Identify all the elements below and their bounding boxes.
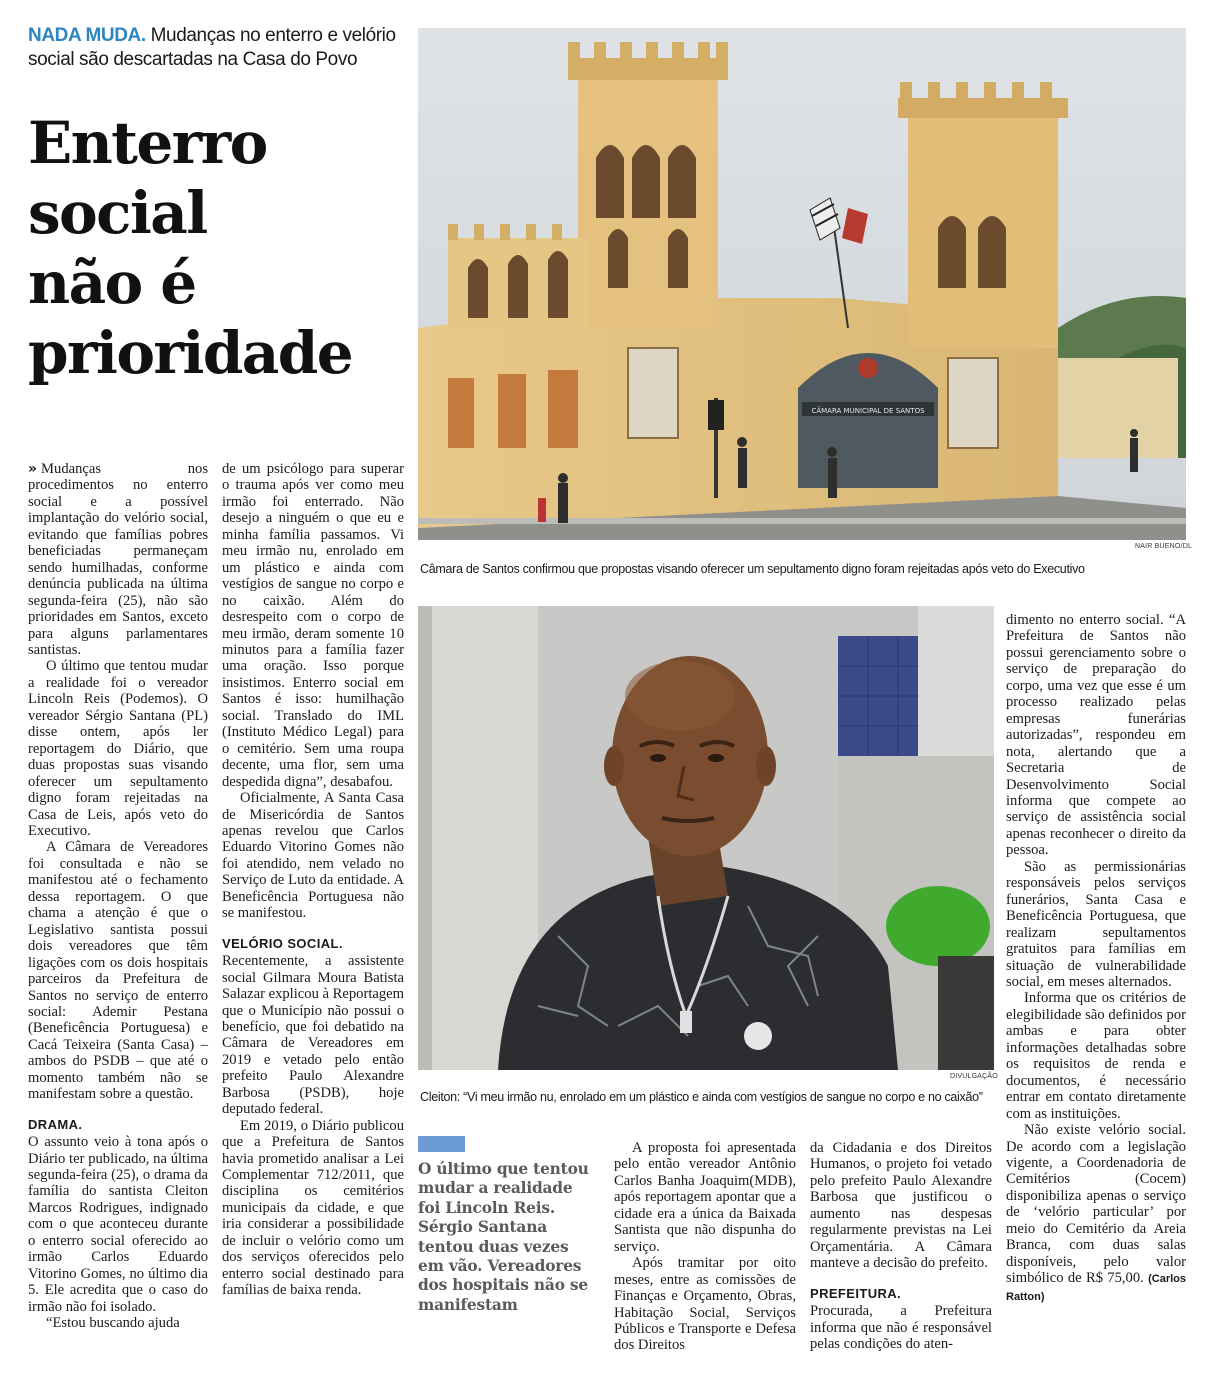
paragraph: Informa que os critérios de elegibilidade são definidos por ambas e para obter informações detalhadas sobre os requisitos de renda e documentos, é necessário entrar em contato diretamente com as instituições. [1006,990,1186,1122]
article-column-4 [614,1140,796,1354]
pullquote-bar [418,1136,465,1152]
article-column-5 [810,1140,992,1352]
headline-line: Enterro [28,109,267,177]
subheading: DRAMA. [28,1116,83,1132]
headline [28,108,413,388]
paragraph: Após tramitar por oito meses, entre as comissões de Finanças e Orçamento, Obras, Habitação Social, Serviços Públicos e Transporte e Defesa dos Direitos [614,1255,796,1354]
paragraph: de um psicólogo para superar o trauma após ver como meu irmão foi enterrado. Não desejo a ninguém o que eu e minha família passamos. Vi meu irmão nu, enrolado em um plástico e ainda com vestígios de sangue no corpo e no caixão. Além do desrespeito com o corpo de meu irmão, deram somente 10 minutos para a família fazer uma oração. Isso porque insistimos. Enterro social em Santos é isso: humilhação social. Translado do IML (Instituto Médico Legal) para o cemitério. Sem uma roupa decente, uma flor, sem uma despedida digna”, desabafou. [222,461,404,790]
headline-line: não é [28,249,196,317]
portrait-illustration [418,606,994,1070]
paragraph: da Cidadania e dos Direitos Humanos, o projeto foi vetado pelo prefeito Paulo Alexandre Barbosa que justificou o aumento nas despesas regularmente previstas na Lei Orçamentária. A Câmara manteve a decisão do prefeito. [810,1140,992,1272]
paragraph: Em 2019, o Diário publicou que a Prefeitura de Santos havia prometido analisar a Lei Complementar 712/2011, que disciplina os cemitérios municipais da cidade, e que iria considerar a possibilidade de incluir o velório como um dos serviços oferecidos pelo enterro social destinado para famílias de baixa renda. [222,1117,404,1299]
lead-marker: » [28,461,38,477]
headline-line: prioridade [28,319,353,387]
paragraph: dimento no enterro social. “A Prefeitura de Santos não possui gerenciamento sobre o serviço de preparação do corpo, uma vez que esse é um processo realizado pelas empresas funerárias autorizadas”, respondeu em nota, alertando que a Secretaria de Desenvolvimento Social informa que compete ao serviço de assistência social apenas reconhecer o direito da pessoa. [1006,612,1186,859]
photo-credit: NAIR BUENO/DL [1135,543,1193,550]
paragraph: Não existe velório social. De acordo com a legislação vigente, a Coordenadoria de Cemitérios (Cocem) disponibiliza apenas o serviço de ‘velório particular’ por meio do Cemitério da Areia Branca, com duas salas disponíveis, pelo valor simbólico de R$ 75,00. (Carlos Ratton) [1006,1122,1186,1303]
kicker-tag: NADA MUDA. [28,25,146,46]
pullquote: O último que tentou mudar a realidade foi Lincoln Reis. Sérgio Santana tentou duas vezes em vão. Vereadores dos hospitais não se manifestam [418,1160,589,1314]
photo-cleiton [418,606,994,1070]
article-column-2 [222,461,404,1299]
paragraph: A Câmara de Vereadores foi consultada e não se manifestou até o fechamento dessa reportagem. O que chama a atenção é que o Legislativo santista possui dois vereadores que têm ligações com os dois hospitais parceiros da Prefeitura de Santos no serviço de enterro social: Ademir Pestana (Beneficência Portuguesa) e Cacá Teixeira (Santa Casa) – ambos do PSDB – que até o momento também não se manifestam sobre a questão. [28,839,208,1103]
paragraph: A proposta foi apresentada pelo então vereador Antônio Carlos Banha Joaquim(MDB), após reportagem apontar que a cidade era a única da Baixada Santista que não dispunha do serviço. [614,1140,796,1255]
headline-line: social [28,179,207,247]
photo-caption: Cleiton: “Vi meu irmão nu, enrolado em um plástico e ainda com vestígios de sangue no corpo e no caixão” [420,1090,983,1104]
subheading: VELÓRIO SOCIAL. [222,935,343,951]
paragraph: Oficialmente, A Santa Casa de Misericórdia de Santos apenas revelou que Carlos Eduardo Vitorino Gomes não foi atendido, nem velado no Serviço de Luto da entidade. A Beneficência Portuguesa não se manifestou. [222,790,404,922]
paragraph: Procurada, a Prefeitura informa que não é responsável pelas condições do aten- [810,1303,992,1352]
building-sign: CÂMARA MUNICIPAL DE SANTOS [811,407,925,415]
article-column-6 [1006,612,1186,1305]
subheading: PREFEITURA. [810,1285,902,1301]
building-illustration [418,28,1186,540]
paragraph: O assunto veio à tona após o Diário ter publicado, na última segunda-feira (25), o drama da família do santista Cleiton Marcos Rodrigues, indignado com o que aconteceu durante o enterro social oferecido ao irmão Carlos Eduardo Vitorino Gomes, no último dia 5. Ele acredita que o caso do irmão não foi isolado. [28,1134,208,1315]
kicker-text: Mudanças no enterro e velório social são descartadas na Casa do Povo [28,25,396,70]
photo-caption: Câmara de Santos confirmou que propostas visando oferecer um sepultamento digno foram rejeitadas após veto do Executivo [420,562,1085,576]
photo-building [418,28,1186,540]
paragraph: São as permissionárias responsáveis pelos serviços funerários, Santa Casa e Beneficência Portuguesa, que realizam sepultamentos gratuitos para famílias em situação de vulnerabilidade social, em meses alternados. [1006,858,1186,990]
paragraph: Recentemente, a assistente social Gilmara Moura Batista Salazar explicou à Reportagem que o Município não possui o benefício, que foi debatido na Câmara de Vereadores em 2019 e vetado pelo então prefeito Paulo Alexandre Barbosa (PSDB), hoje deputado federal. [222,953,404,1118]
photo-credit: DIVULGAÇÃO [950,1073,998,1080]
paragraph: “Estou buscando ajuda [46,1315,180,1332]
paragraph: O último que tentou mudar a realidade foi o vereador Lincoln Reis (Podemos). O vereador Sérgio Santana (PL) disse ontem, após ler reportagem do Diário, que duas propostas suas visando oferecer um sepultamento digno foram rejeitadas na Casa de Leis, após veto do Executivo. [28,658,208,839]
kicker [28,24,413,72]
paragraph: » Mudanças nos procedimentos no enterro social e a possível implantação do velório social, evitando que famílias pobres beneficiadas permaneçam sendo humilhadas, conforme denúncia publicada na última segunda-feira (25), não são prioridades em Santos, exceto para alguns parlamentares santistas. [28,461,208,658]
article-column-1 [28,461,208,1332]
author-credit: (Carlos Ratton) [1006,1273,1186,1303]
